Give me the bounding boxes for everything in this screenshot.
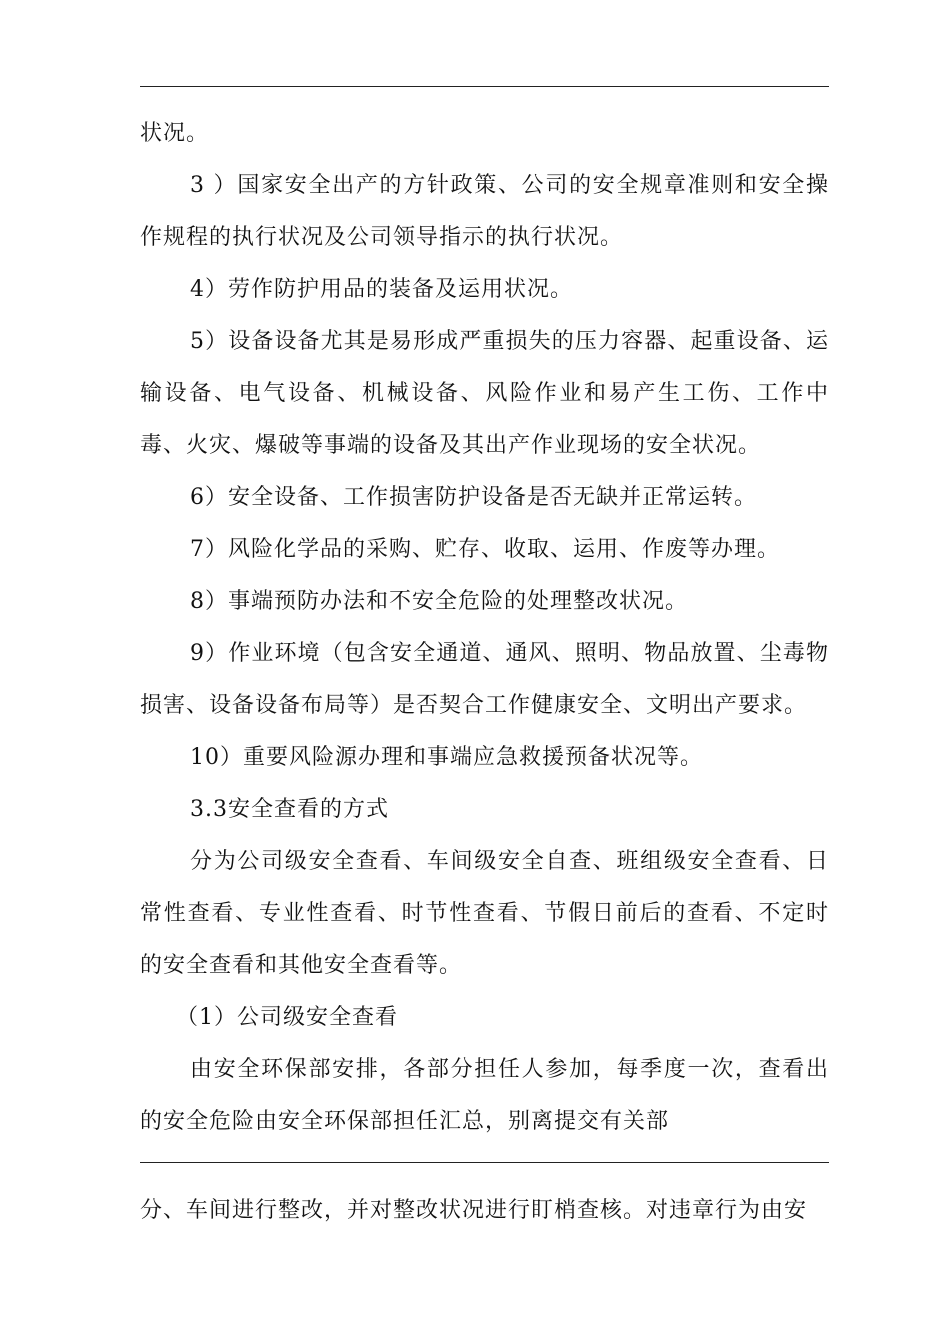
paragraph: 4）劳作防护用品的装备及运用状况。 <box>190 277 573 302</box>
section-heading: 3.3安全查看的方式 <box>190 797 389 822</box>
paragraph: 10）重要风险源办理和事端应急救援预备状况等。 <box>190 745 703 770</box>
subsection-heading: （1）公司级安全查看 <box>176 1005 398 1030</box>
header-rule <box>140 86 829 87</box>
page-break-rule <box>140 1162 829 1163</box>
paragraph: 状况。 <box>140 121 210 146</box>
continuation-line: 分、车间进行整改，并对整改状况进行盯梢查核。对违章行为由安 <box>140 1198 808 1223</box>
paragraph: 6）安全设备、工作损害防护设备是否无缺并正常运转。 <box>190 485 757 510</box>
paragraph: 5）设备设备尤其是易形成严重损失的压力容器、起重设备、运输设备、电气设备、机械设备、风险作业和易产生工伤、工作中毒、火灾、爆破等事端的设备及其出产作业现场的安全状况。 <box>140 329 829 458</box>
paragraph: 由安全环保部安排，各部分担任人参加，每季度一次，查看出的安全危险由安全环保部担任汇总，别离提交有关部 <box>140 1057 829 1134</box>
paragraph: 分为公司级安全查看、车间级安全自查、班组级安全查看、日常性查看、专业性查看、时节性查看、节假日前后的查看、不定时的安全查看和其他安全查看等。 <box>140 849 829 978</box>
document-body <box>140 108 829 1148</box>
paragraph: 7）风险化学品的采购、贮存、收取、运用、作废等办理。 <box>190 537 780 562</box>
paragraph: 9）作业环境（包含安全通道、通风、照明、物品放置、尘毒物损害、设备设备布局等）是否契合工作健康安全、文明出产要求。 <box>140 641 829 718</box>
paragraph: 3 ）国家安全出产的方针政策、公司的安全规章准则和安全操作规程的执行状况及公司领导指示的执行状况。 <box>140 173 829 250</box>
paragraph: 8）事端预防办法和不安全危险的处理整改状况。 <box>190 589 688 614</box>
